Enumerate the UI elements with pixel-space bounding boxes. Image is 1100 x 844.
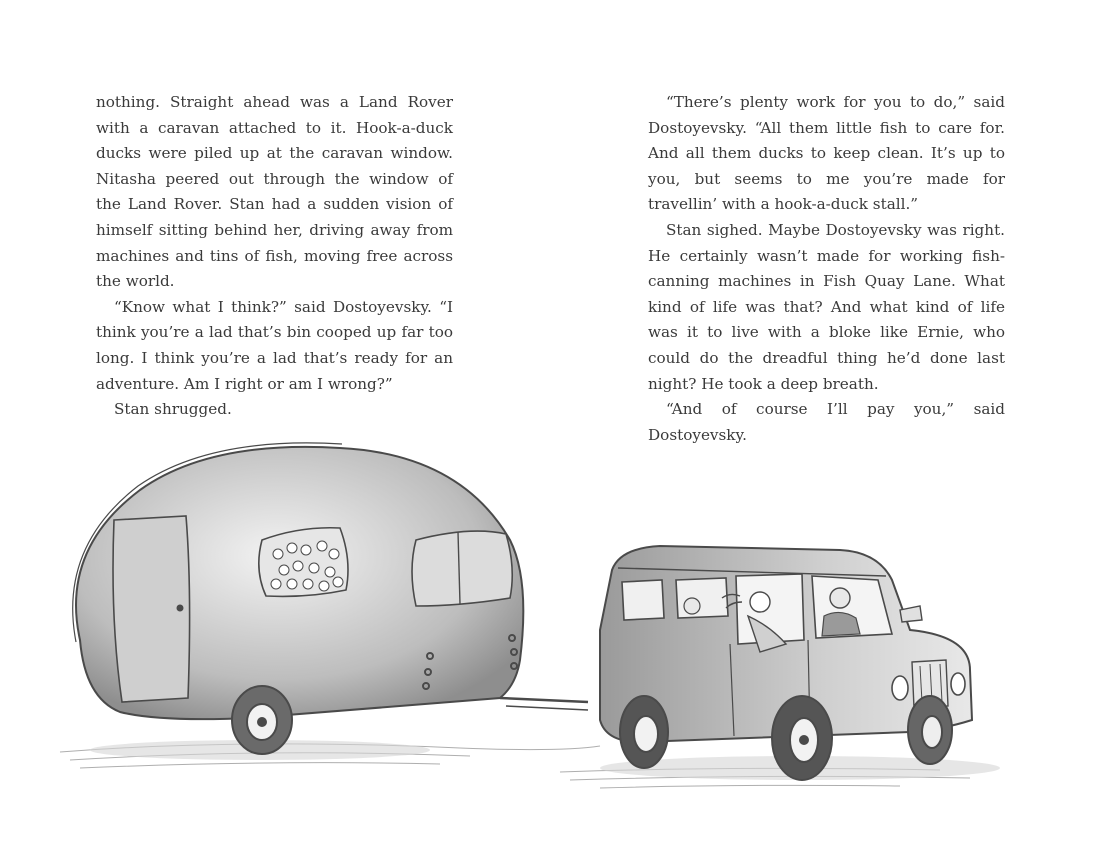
land-rover xyxy=(600,546,972,780)
paragraph: “Know what I think?” said Dostoyevsky. “I think you’re a lad that’s bin cooped up far too long. I think you’re a lad that’s ready for an adventure. Am I right or am I wrong?” xyxy=(96,297,453,393)
paragraph: “There’s plenty work for you to do,” said Dostoyevsky. “All them little fish to care for. And all them ducks to keep clean. It’s up to you, but seems to me you’re made for travellin’ with a hook-a-duck stall.” xyxy=(648,93,1005,214)
paragraph: Stan shrugged. xyxy=(114,400,232,419)
paragraph: “And of course I’ll pay you,” said Dostoyevsky. xyxy=(648,400,1005,444)
paragraph: nothing. Straight ahead was a Land Rover with a caravan attached to it. Hook-a-duck ducks were piled up at the caravan window. Nitasha peered out through the window of the Land Rover. Stan had a sudden vision of himself sitting behind her, driving away from machines and tins of fish, moving free across the world. xyxy=(96,93,453,291)
caravan-and-land-rover-sketch-icon xyxy=(40,430,1070,830)
paragraph: Stan sighed. Maybe Dostoyevsky was right. He certainly wasn’t made for working fish-canning machines in Fish Quay Lane. What kind of life was that? And what kind of life was it to live with a bloke like Ernie, who could do the dreadful thing he’d done last night? He took a deep breath. xyxy=(648,220,1005,393)
right-page-text xyxy=(648,90,1005,448)
caravan xyxy=(73,443,588,754)
left-page-text xyxy=(96,90,453,423)
